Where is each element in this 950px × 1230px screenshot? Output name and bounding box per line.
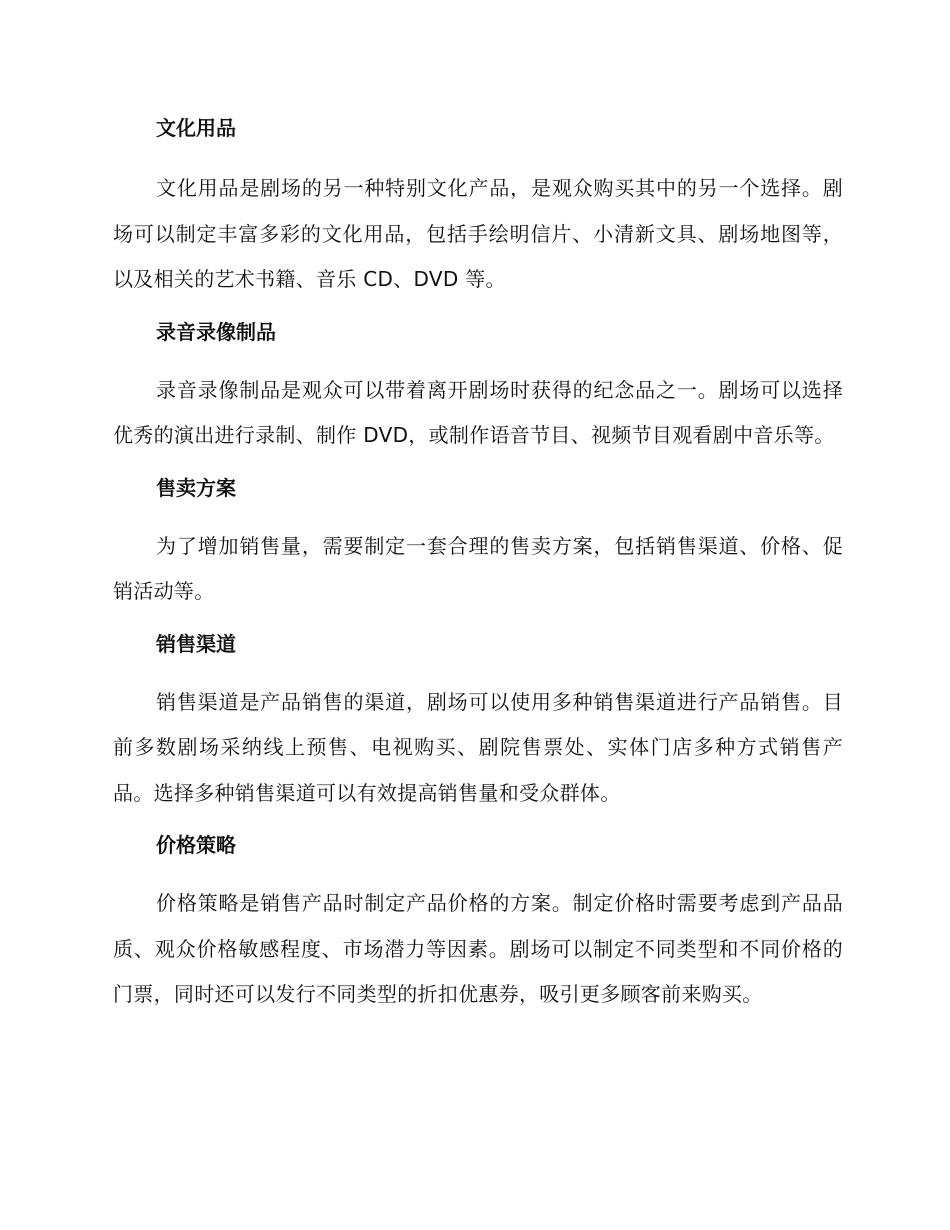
section-body-sales-plan: 为了增加销售量，需要制定一套合理的售卖方案，包括销售渠道、价格、促销活动等。: [113, 533, 843, 603]
section-heading-sales-channels: 销售渠道: [156, 631, 236, 656]
section-body-sales-channels: 销售渠道是产品销售的渠道，剧场可以使用多种销售渠道进行产品销售。目前多数剧场采纳线上预售、电视购买、剧院售票处、实体门店多种方式销售产品。选择多种销售渠道可以有效提高销售量和受众群体。: [113, 689, 843, 805]
section-heading-audio-video-products: 录音录像制品: [156, 319, 276, 344]
section-body-audio-video-products: 录音录像制品是观众可以带着离开剧场时获得的纪念品之一。剧场可以选择优秀的演出进行录制、制作 DVD，或制作语音节目、视频节目观看剧中音乐等。: [113, 377, 843, 447]
section-heading-cultural-goods: 文化用品: [156, 116, 236, 140]
section-heading-sales-plan: 售卖方案: [156, 475, 236, 500]
document-content: [113, 108, 843, 1018]
section-body-pricing-strategy: 价格策略是销售产品时制定产品价格的方案。制定价格时需要考虑到产品品质、观众价格敏感程度、市场潜力等因素。剧场可以制定不同类型和不同价格的门票，同时还可以发行不同类型的折扣优惠券，吸引更多顾客前来购买。: [113, 891, 843, 1006]
section-heading-pricing-strategy: 价格策略: [156, 833, 236, 857]
section-body-cultural-goods: 文化用品是剧场的另一种特别文化产品，是观众购买其中的另一个选择。剧场可以制定丰富多彩的文化用品，包括手绘明信片、小清新文具、剧场地图等，以及相关的艺术书籍、音乐 CD、DVD 等。: [113, 176, 843, 291]
